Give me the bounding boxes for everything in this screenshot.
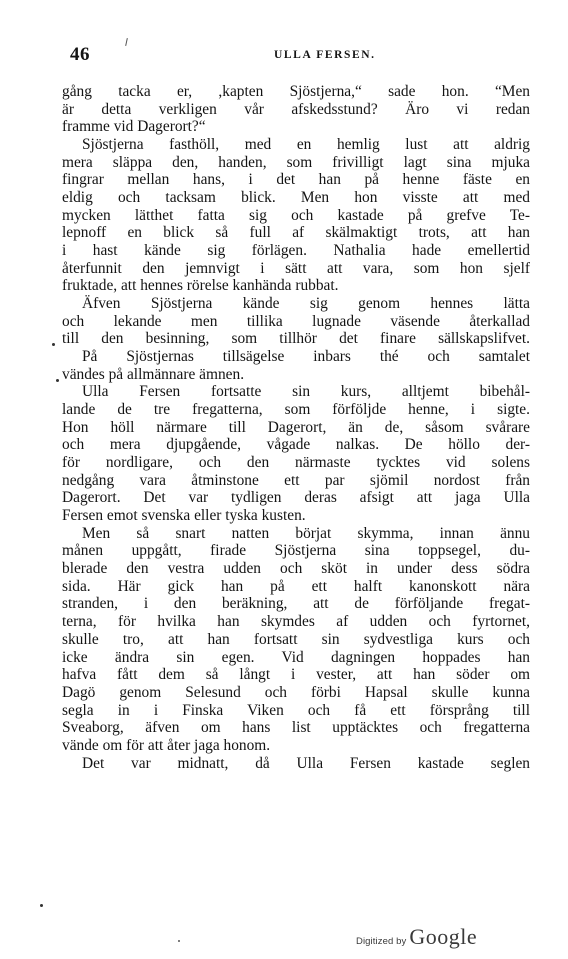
text-line: stranden, i den beräkning, att de förföljande fregat- — [62, 595, 530, 613]
ink-speck — [178, 940, 180, 942]
text-line: Det var midnatt, då Ulla Fersen kastade seglen — [82, 754, 530, 772]
text-line: segla in i Finska Viken och få ett försprång till — [62, 701, 530, 719]
text-line: mycken lätthet fatta sig och kastade på grefve Te- — [62, 206, 530, 224]
text-line: och lekande men tillika lugnade väsende återkallad — [62, 312, 530, 330]
text-line: fingrar mellan hans, i det han på henne fäste en — [62, 171, 530, 189]
body-text — [62, 83, 530, 772]
text-line: framme vid Dagerort?“ — [62, 118, 206, 136]
text-line: Dagö genom Selesund och förbi Hapsal skulle kunna — [62, 683, 530, 701]
text-line: Ulla Fersen fortsatte sin kurs, alltjemt bibehål- — [82, 383, 530, 401]
text-line: och mera djupgående, vågade nalkas. De höllo der- — [62, 436, 530, 454]
text-line: eldig och tacksam blick. Men hon visste att med — [62, 189, 530, 207]
text-line: Sveaborg, äfven om hans list upptäcktes och fregatterna — [62, 719, 530, 737]
ink-speck — [40, 904, 43, 907]
text-line: skulle tro, att han fortsatt sin sydvestliga kurs och — [62, 630, 530, 648]
running-title: ULLA FERSEN. — [274, 49, 376, 61]
text-line: Sjöstjerna fasthöll, med en hemlig lust att aldrig — [82, 136, 530, 154]
text-line: månen uppgått, firade Sjöstjerna sina toppsegel, du- — [62, 542, 530, 560]
text-line: Äfven Sjöstjerna kände sig genom hennes lätta — [82, 295, 530, 313]
text-line: för nordligare, och den närmaste tycktes vid solens — [62, 454, 530, 472]
text-line: Fersen emot svenska eller tyska kusten. — [62, 507, 306, 525]
text-line: till den besinning, som tillhör det finare sällskapslifvet. — [62, 330, 530, 348]
text-line: Dagerort. Det var tydligen deras afsigt att jaga Ulla — [62, 489, 530, 507]
ink-speck — [52, 343, 55, 346]
page-number: 46 — [70, 44, 90, 65]
page-header — [66, 44, 530, 66]
text-line: icke ändra sin egen. Vid dagningen hoppades han — [62, 648, 530, 666]
text-line: På Sjöstjernas tillsägelse inbars thé och samtalet — [82, 348, 530, 366]
digitized-by-google-watermark — [356, 924, 477, 950]
text-line: nedgång vara åtminstone ett par sjömil nordost från — [62, 471, 530, 489]
text-line: lepnoff en blick så full af skälmaktigt trots, att han — [62, 224, 530, 242]
text-line: blerade den vestra udden och sköt in under dess södra — [62, 560, 530, 578]
text-line: mera släppa den, handen, som frivilligt lagt sina mjuka — [62, 153, 530, 171]
google-logo-text: Google — [409, 924, 478, 949]
text-line: lande de tre fregatterna, som förföljde henne, i sigte. — [62, 401, 530, 419]
ink-speck — [56, 379, 59, 382]
text-line: återfunnit den jemnvigt i sätt att vara, som hon sjelf — [62, 259, 530, 277]
text-line: gång tacka er, ,kapten Sjöstjerna,“ sade hon. “Men — [62, 83, 530, 100]
text-line: sida. Här gick han på ett halft kanonskott nära — [62, 577, 530, 595]
watermark-prefix: Digitized by — [356, 936, 407, 947]
text-line: terna, för hvilka han skymdes af udden och fyrtornet, — [62, 613, 530, 631]
text-line: i hast kände sig förlägen. Nathalia hade emellertid — [62, 242, 530, 260]
text-line: vändes på allmännare ämnen. — [62, 365, 245, 383]
text-line: Hon höll närmare till Dagerort, än de, såsom svårare — [62, 418, 530, 436]
text-line: Men så snart natten börjat skymma, innan ännu — [82, 524, 530, 542]
text-line: vände om för att åter jaga honom. — [62, 736, 271, 754]
text-line: hafva fått dem så långt i vester, att han söder om — [62, 666, 530, 684]
text-line: är detta verkligen vår afskedsstund? Äro vi redan — [62, 100, 530, 118]
text-line: fruktade, att hennes rörelse kanhända rubbat. — [62, 277, 339, 295]
